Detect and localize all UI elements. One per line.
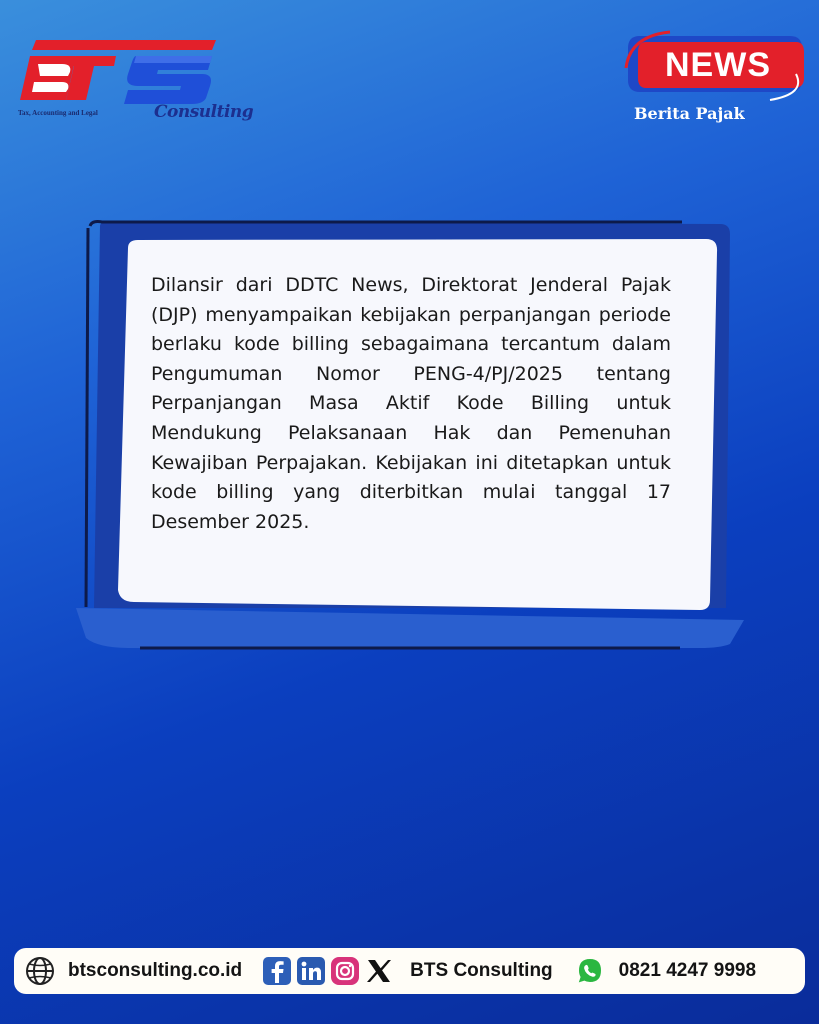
news-sublabel: Berita Pajak — [634, 104, 745, 123]
globe-icon — [24, 955, 56, 987]
article-text: Dilansir dari DDTC News, Direktorat Jenderal Pajak (DJP) menyampaikan kebijakan perpanjangan periode berlaku kode billing sebagaimana tercantum dalam Pengumuman Nomor PENG-4/PJ/2025 tentang Perpanjangan Masa Aktif Kode Billing untuk Mendukung Pelaksanaan Hak dan Pemenuhan Kewajiban Perpajakan. Kebijakan ini ditetapkan untuk kode billing yang diterbitkan mulai tanggal 17 Desember 2025. — [151, 274, 671, 533]
website-link[interactable]: btsconsulting.co.id — [68, 960, 243, 981]
brand-name: BTS Consulting — [410, 960, 553, 981]
logo-wordmark: Consulting — [154, 102, 254, 122]
phone-number[interactable]: 0821 4247 9998 — [618, 960, 757, 981]
x-icon[interactable] — [364, 956, 394, 986]
instagram-icon[interactable] — [330, 956, 360, 986]
news-label: NEWS — [665, 46, 771, 84]
brand-logo — [16, 36, 254, 131]
linkedin-icon[interactable] — [296, 956, 326, 986]
facebook-icon[interactable] — [262, 956, 292, 986]
social-links — [262, 956, 394, 986]
logo-tagline: Tax, Accounting and Legal — [18, 109, 98, 117]
footer-contact-bar — [14, 948, 805, 994]
news-badge — [610, 28, 810, 138]
whatsapp-icon — [575, 956, 605, 986]
